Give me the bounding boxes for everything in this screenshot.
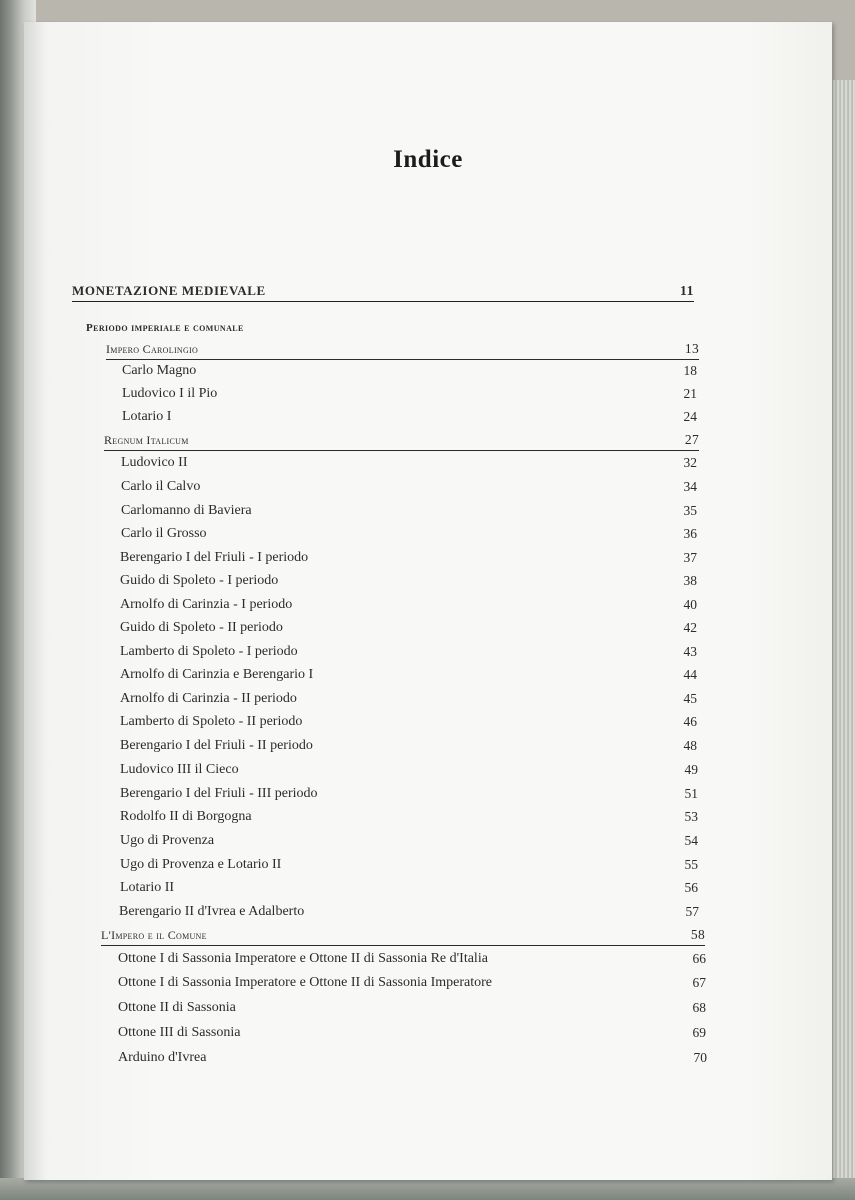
toc-entry (122, 384, 697, 404)
toc-subsection-page: 13 (684, 341, 699, 356)
toc-entry (120, 736, 697, 756)
toc-entry-label: Ottone I di Sassonia Imperatore e Ottone II di Sassonia Imperatore (118, 975, 493, 990)
toc-entry (120, 665, 697, 685)
toc-entry-page: 36 (683, 526, 697, 541)
toc-entry (119, 902, 699, 922)
toc-entry-page: 44 (683, 667, 697, 682)
toc-entry-page: 32 (683, 455, 697, 470)
toc-entry-label: Carlo Magno (122, 363, 197, 378)
toc-entry-page: 53 (684, 809, 698, 824)
toc-entry (118, 1023, 706, 1043)
toc-entry-label: Rodolfo II di Borgogna (120, 809, 252, 824)
toc-entry-label: Ottone III di Sassonia (118, 1025, 241, 1040)
toc-entry (120, 831, 698, 851)
toc-entry-label: Arduino d'Ivrea (118, 1050, 207, 1065)
toc-entry (122, 407, 697, 427)
toc-entry (118, 998, 706, 1018)
toc-entry (118, 973, 706, 993)
toc-entry (120, 712, 697, 732)
toc-entry (122, 361, 697, 381)
toc-entry-label: Ludovico I il Pio (122, 386, 218, 401)
toc-entry-page: 40 (683, 597, 697, 612)
toc-entry (120, 807, 698, 827)
toc-subsection-label: Regnum Italicum (104, 433, 189, 447)
toc-entry (120, 571, 697, 591)
toc-entry-label: Carlo il Calvo (121, 479, 201, 494)
toc-subsection-label: L'Impero e il Comune (101, 928, 207, 942)
toc-entry-label: Lotario I (122, 409, 172, 424)
toc-entry (120, 618, 697, 638)
toc-entry-page: 54 (684, 833, 698, 848)
toc-entry-label: Ottone II di Sassonia (118, 1000, 236, 1015)
toc-entry-page: 69 (692, 1025, 706, 1040)
toc-entry (120, 878, 698, 898)
toc-entry-label: Berengario I del Friuli - I periodo (120, 550, 309, 565)
book-bottom-edge (0, 1178, 855, 1200)
book-page (24, 22, 832, 1180)
toc-entry-label: Berengario II d'Ivrea e Adalberto (119, 904, 305, 919)
toc-entry-label: Lamberto di Spoleto - I periodo (120, 644, 298, 659)
toc-section-page: 11 (680, 283, 694, 298)
toc-subsection-page: 58 (690, 927, 705, 942)
toc-entry-label: Guido di Spoleto - II periodo (120, 620, 283, 635)
toc-entry-page: 68 (692, 1000, 706, 1015)
toc-entry-page: 49 (684, 762, 698, 777)
toc-entry-label: Ugo di Provenza (120, 833, 215, 848)
toc-entry (120, 689, 697, 709)
toc-entry-page: 67 (692, 975, 706, 990)
toc-subsection (101, 925, 705, 946)
toc-entry-page: 42 (683, 620, 697, 635)
page-title: Indice (393, 146, 463, 173)
toc-entry (121, 477, 697, 497)
toc-entry (121, 501, 697, 521)
toc-entry-page: 21 (683, 386, 697, 401)
toc-period-label: Periodo imperiale e comunale (86, 322, 244, 334)
toc-entry-page: 38 (683, 573, 697, 588)
toc-entry-label: Ludovico III il Cieco (120, 762, 239, 777)
toc-subsection-label: Impero Carolingio (106, 342, 199, 356)
toc-section-heading (72, 281, 694, 302)
toc-entry (120, 760, 698, 780)
toc-entry-label: Lotario II (120, 880, 175, 895)
toc-entry-page: 43 (683, 644, 697, 659)
toc-entry-label: Ottone I di Sassonia Imperatore e Ottone II di Sassonia Re d'Italia (118, 951, 488, 966)
toc-entry (121, 524, 697, 544)
toc-entry-page: 46 (683, 714, 697, 729)
toc-entry-page: 57 (685, 904, 699, 919)
toc-entry-page: 45 (683, 691, 697, 706)
toc-subsection-page: 27 (684, 432, 699, 447)
toc-entry (120, 548, 697, 568)
toc-entry (120, 642, 697, 662)
toc-entry (120, 855, 698, 875)
toc-entry-page: 66 (692, 951, 706, 966)
toc-entry-label: Arnolfo di Carinzia - II periodo (120, 691, 297, 706)
toc-entry-label: Carlo il Grosso (121, 526, 207, 541)
toc-section-label: MONETAZIONE MEDIEVALE (72, 283, 266, 298)
toc-entry-label: Arnolfo di Carinzia - I periodo (120, 597, 293, 612)
toc-entry-page: 70 (693, 1050, 707, 1065)
toc-entry-page: 56 (684, 880, 698, 895)
toc-entry-page: 18 (683, 363, 697, 378)
toc-entry-label: Berengario I del Friuli - II periodo (120, 738, 313, 753)
toc-entry-label: Guido di Spoleto - I periodo (120, 573, 279, 588)
toc-entry-page: 51 (684, 786, 698, 801)
toc-entry-page: 55 (684, 857, 698, 872)
toc-subsection (104, 430, 699, 451)
toc-entry-page: 37 (683, 550, 697, 565)
toc-subsection (106, 339, 699, 360)
toc-entry-page: 35 (683, 503, 697, 518)
toc-period-heading (86, 318, 696, 338)
toc-entry (120, 784, 698, 804)
toc-entry-label: Lamberto di Spoleto - II periodo (120, 714, 303, 729)
toc-entry (118, 1048, 707, 1068)
toc-entry (118, 949, 706, 969)
table-of-contents (24, 22, 832, 1180)
toc-entry-label: Arnolfo di Carinzia e Berengario I (120, 667, 314, 682)
toc-entry-label: Berengario I del Friuli - III periodo (120, 786, 318, 801)
toc-entry-page: 48 (683, 738, 697, 753)
toc-entry-page: 24 (683, 409, 697, 424)
toc-entry-label: Carlomanno di Baviera (121, 503, 252, 518)
toc-entry (120, 595, 697, 615)
toc-entry-label: Ugo di Provenza e Lotario II (120, 857, 282, 872)
toc-entry-page: 34 (683, 479, 697, 494)
toc-entry (121, 453, 697, 473)
toc-entry-label: Ludovico II (121, 455, 188, 470)
